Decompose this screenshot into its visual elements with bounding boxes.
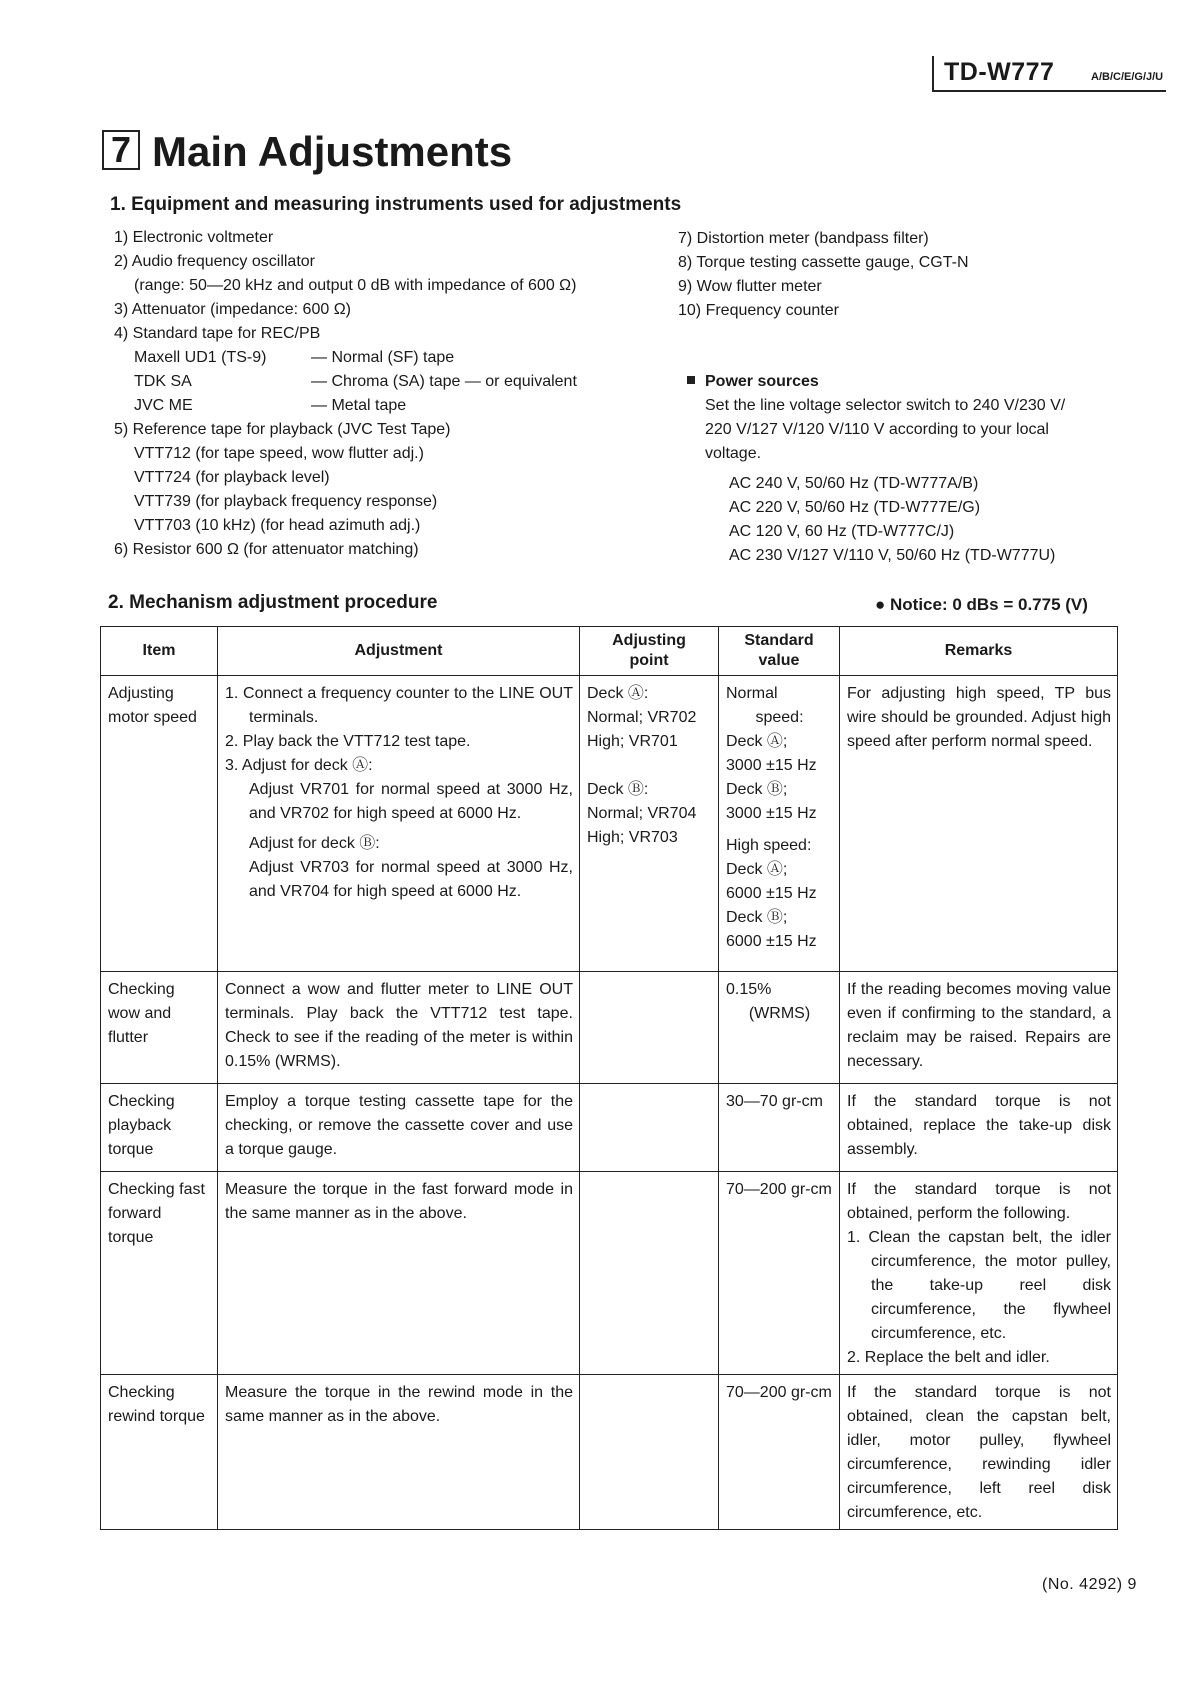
equipment-item: 8) Torque testing cassette gauge, CGT-N [678, 254, 969, 271]
equipment-item: 5) Reference tape for playback (JVC Test Tape) [114, 421, 451, 438]
equipment-item: 7) Distortion meter (bandpass filter) [678, 230, 929, 247]
remarks-cell: If the standard torque is not obtained, clean the capstan belt, idler, motor pulley, flywheel circumference, rewinding idler circumference, left reel disk circumference, etc. [840, 1375, 1118, 1530]
tape-row [114, 394, 577, 418]
adjusting-point-cell: Deck Ⓐ: Normal; VR702 High; VR701 Deck Ⓑ: Normal; VR704 High; VR703 [580, 676, 719, 972]
equipment-item: 2) Audio frequency oscillator [114, 253, 315, 270]
col-header-remarks: Remarks [840, 627, 1118, 676]
standard-value-cell: 0.15% (WRMS) [719, 972, 840, 1084]
equipment-item: 3) Attenuator (impedance: 600 Ω) [114, 301, 351, 318]
item-cell: Checking rewind torque [101, 1375, 218, 1530]
item-cell: Checking wow and flutter [101, 972, 218, 1084]
tape-desc: — Normal (SF) tape [311, 349, 455, 366]
section-number-box: 7 [102, 130, 140, 170]
notice: ● Notice: 0 dBs = 0.775 (V) [875, 595, 1088, 614]
tape-desc: — Chroma (SA) tape — or equivalent [311, 373, 577, 390]
reference-tape: VTT712 (for tape speed, wow flutter adj.) [134, 445, 424, 462]
standard-value-cell: 30—70 gr-cm [719, 1084, 840, 1172]
equipment-item: 1) Electronic voltmeter [114, 229, 274, 246]
adjusting-point-cell [580, 1375, 719, 1530]
remarks-cell: If the standard torque is not obtained, perform the following. 1. Clean the capstan belt, the idler circumference, the motor pulley, the take-up reel disk circumference, the flywheel circumference, etc. 2. Replace the belt and idler. [840, 1172, 1118, 1375]
table-row [101, 972, 1118, 1084]
adjustment-cell: Employ a torque testing cassette tape for the checking, or remove the cassette cover and use a torque gauge. [218, 1084, 580, 1172]
adjusting-point-cell [580, 972, 719, 1084]
adjustment-cell: Measure the torque in the fast forward mode in the same manner as in the above. [218, 1172, 580, 1375]
adjustment-cell: 1. Connect a frequency counter to the LINE OUT terminals. 2. Play back the VTT712 test tape. 3. Adjust for deck Ⓐ: Adjust VR701 for normal speed at 3000 Hz, and VR702 for high speed at 6000 Hz. Adjust for deck Ⓑ: Adjust VR703 for normal speed at 3000 Hz, and VR704 for high speed at 6000 Hz. [218, 676, 580, 972]
page-title-text: Main Adjustments [152, 128, 513, 175]
tape-row [114, 370, 577, 394]
voltage-line: AC 120 V, 60 Hz (TD-W777C/J) [729, 523, 955, 540]
power-text: Set the line voltage selector switch to 240 V/230 V/ [705, 397, 1066, 414]
reference-tape: VTT739 (for playback frequency response) [134, 493, 438, 510]
table-row [101, 676, 1118, 972]
page-title [102, 128, 512, 176]
equipment-item: 4) Standard tape for REC/PB [114, 325, 321, 342]
adjusting-point-cell [580, 1172, 719, 1375]
voltage-line: AC 240 V, 50/60 Hz (TD-W777A/B) [729, 475, 979, 492]
standard-value-cell: 70—200 gr-cm [719, 1172, 840, 1375]
remarks-cell: For adjusting high speed, TP bus wire should be grounded. Adjust high speed after perform normal speed. [840, 676, 1118, 972]
power-sources-heading: Power sources [705, 373, 819, 390]
equipment-item: 10) Frequency counter [678, 302, 839, 319]
equipment-item-detail: (range: 50—20 kHz and output 0 dB with impedance of 600 Ω) [134, 277, 577, 294]
tape-name: TDK SA [134, 373, 192, 390]
remarks-cell: If the standard torque is not obtained, replace the take-up disk assembly. [840, 1084, 1118, 1172]
adjusting-point-cell [580, 1084, 719, 1172]
table-header-row [101, 627, 1118, 676]
col-header-standard: Standard value [719, 627, 840, 676]
item-cell: Checking playback torque [101, 1084, 218, 1172]
section1-title: 1. Equipment and measuring instruments used for adjustments [110, 194, 682, 215]
mechanism-adjustment-table [100, 626, 1118, 1530]
bullet-square-icon [687, 376, 695, 384]
equipment-item: 6) Resistor 600 Ω (for attenuator matching) [114, 541, 419, 558]
power-sources-title [687, 370, 1065, 394]
tape-row [114, 346, 577, 370]
table-row [101, 1172, 1118, 1375]
col-header-item: Item [101, 627, 218, 676]
table-row [101, 1375, 1118, 1530]
standard-value-cell: Normal speed: Deck Ⓐ; 3000 ±15 Hz Deck Ⓑ; 3000 ±15 Hz High speed: Deck Ⓐ; 6000 ±15 Hz Deck Ⓑ; 6000 ±15 Hz [719, 676, 840, 972]
reference-tape: VTT703 (10 kHz) (for head azimuth adj.) [134, 517, 421, 534]
equipment-list-left [114, 226, 577, 562]
page-number: (No. 4292) 9 [1042, 1576, 1137, 1593]
adjustment-cell: Measure the torque in the rewind mode in the same manner as in the above. [218, 1375, 580, 1530]
remarks-cell: If the reading becomes moving value even if confirming to the standard, a reclaim may be raised. Repairs are necessary. [840, 972, 1118, 1084]
col-header-point: Adjusting point [580, 627, 719, 676]
item-cell: Adjusting motor speed [101, 676, 218, 972]
tape-name: Maxell UD1 (TS-9) [134, 349, 267, 366]
tape-desc: — Metal tape [311, 397, 407, 414]
power-text: voltage. [705, 445, 762, 462]
equipment-list-right [678, 227, 969, 323]
adjustment-cell: Connect a wow and flutter meter to LINE OUT terminals. Play back the VTT712 test tape. Check to see if the reading of the meter is within 0.15% (WRMS). [218, 972, 580, 1084]
item-cell: Checking fast forward torque [101, 1172, 218, 1375]
voltage-line: AC 220 V, 50/60 Hz (TD-W777E/G) [729, 499, 981, 516]
col-header-adjustment: Adjustment [218, 627, 580, 676]
table-row [101, 1084, 1118, 1172]
reference-tape: VTT724 (for playback level) [134, 469, 330, 486]
model-variants: A/B/C/E/G/J/U [1091, 71, 1164, 83]
section2-title: 2. Mechanism adjustment procedure [108, 592, 438, 613]
tape-name: JVC ME [134, 397, 193, 414]
model-number: TD-W777 [944, 58, 1055, 86]
voltage-line: AC 230 V/127 V/110 V, 50/60 Hz (TD-W777U) [729, 547, 1056, 564]
page-header [932, 56, 1166, 92]
standard-value-cell: 70—200 gr-cm [719, 1375, 840, 1530]
power-sources [687, 370, 1065, 568]
equipment-item: 9) Wow flutter meter [678, 278, 822, 295]
power-text: 220 V/127 V/120 V/110 V according to your local [705, 421, 1049, 438]
